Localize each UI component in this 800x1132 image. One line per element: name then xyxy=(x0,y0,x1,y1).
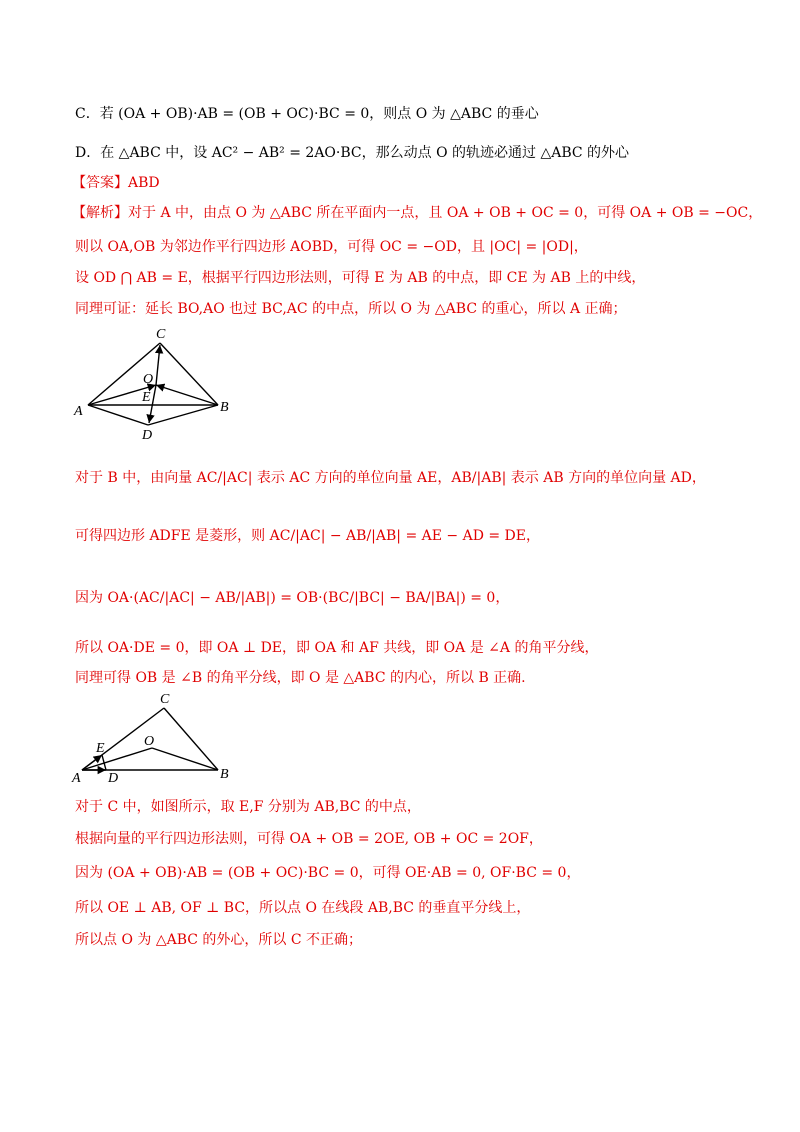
figure-incenter-diagram xyxy=(70,690,250,785)
label-c: C xyxy=(160,692,170,707)
label-d: D xyxy=(108,771,119,785)
label-d: D xyxy=(142,428,153,443)
analysis-c-line3: 因为 (OA + OB)·AB = (OB + OC)·BC = 0，可得 OE·AB = 0, OF·BC = 0， xyxy=(75,865,581,881)
analysis-c-line2: 根据向量的平行四边形法则，可得 OA + OB = 2OE, OB + OC = 2OF， xyxy=(75,831,543,847)
analysis-c-line5: 所以点 O 为 △ABC 的外心，所以 C 不正确； xyxy=(75,932,363,948)
label-b: B xyxy=(220,400,229,415)
analysis-b-line2: 可得四边形 ADFE 是菱形，则 AC/|AC| − AB/|AB| = AE − AD = DE， xyxy=(75,528,540,544)
vector-ae xyxy=(82,755,102,770)
analysis-a-line2: 则以 OA,OB 为邻边作平行四边形 AOBD，可得 OC = −OD，且 |OC| = |OD|， xyxy=(75,239,588,255)
option-d: D．在 △ABC 中，设 AC² − AB² = 2AO·BC，那么动点 O 的轨迹必通过 △ABC 的外心 xyxy=(75,145,630,161)
analysis-b-line1: 对于 B 中，由向量 AC/|AC| 表示 AC 方向的单位向量 AE，AB/|AB| 表示 AB 方向的单位向量 AD， xyxy=(75,470,706,486)
figure-centroid-diagram xyxy=(70,325,250,445)
analysis-b-line4: 所以 OA·DE = 0，即 OA ⊥ DE，即 OA 和 AF 共线，即 OA 是 ∠A 的角平分线， xyxy=(75,640,599,656)
label-a: A xyxy=(72,771,81,785)
answer: 【答案】ABD xyxy=(72,175,160,191)
analysis-c-line4: 所以 OE ⊥ AB, OF ⊥ BC，所以点 O 在线段 AB,BC 的垂直平分线上， xyxy=(75,900,531,916)
label-e: E xyxy=(142,390,151,405)
label-c: C xyxy=(156,327,166,342)
analysis-b-line5: 同理可得 OB 是 ∠B 的角平分线，即 O 是 △ABC 的内心，所以 B 正确. xyxy=(75,670,526,686)
segment-ao xyxy=(82,748,152,770)
option-c: C．若 (OA + OB)·AB = (OB + OC)·BC = 0，则点 O 为 △ABC 的垂心 xyxy=(75,106,539,122)
segment-ad xyxy=(88,405,148,425)
analysis-c-line1: 对于 C 中，如图所示，取 E,F 分别为 AB,BC 的中点， xyxy=(75,799,421,815)
label-a: A xyxy=(74,404,83,419)
label-o: O xyxy=(143,372,154,387)
segment-oc xyxy=(156,345,160,385)
analysis-b-line3: 因为 OA·(AC/|AC| − AB/|AB|) = OB·(BC/|BC| − BA/|BA|) = 0， xyxy=(75,590,510,606)
analysis-a-line3: 设 OD ⋂ AB = E，根据平行四边形法则，可得 E 为 AB 的中点，即 CE 为 AB 上的中线， xyxy=(75,270,646,286)
segment-bd xyxy=(148,405,218,425)
analysis-a-line1: 【解析】对于 A 中，由点 O 为 △ABC 所在平面内一点，且 OA + OB + OC = 0，可得 OA + OB = −OC， xyxy=(72,205,763,221)
label-b: B xyxy=(220,767,229,782)
analysis-a-line4: 同理可证：延长 BO,AO 也过 BC,AC 的中点，所以 O 为 △ABC 的重心，所以 A 正确； xyxy=(75,301,627,317)
label-e: E xyxy=(96,741,105,756)
label-o: O xyxy=(144,734,155,749)
